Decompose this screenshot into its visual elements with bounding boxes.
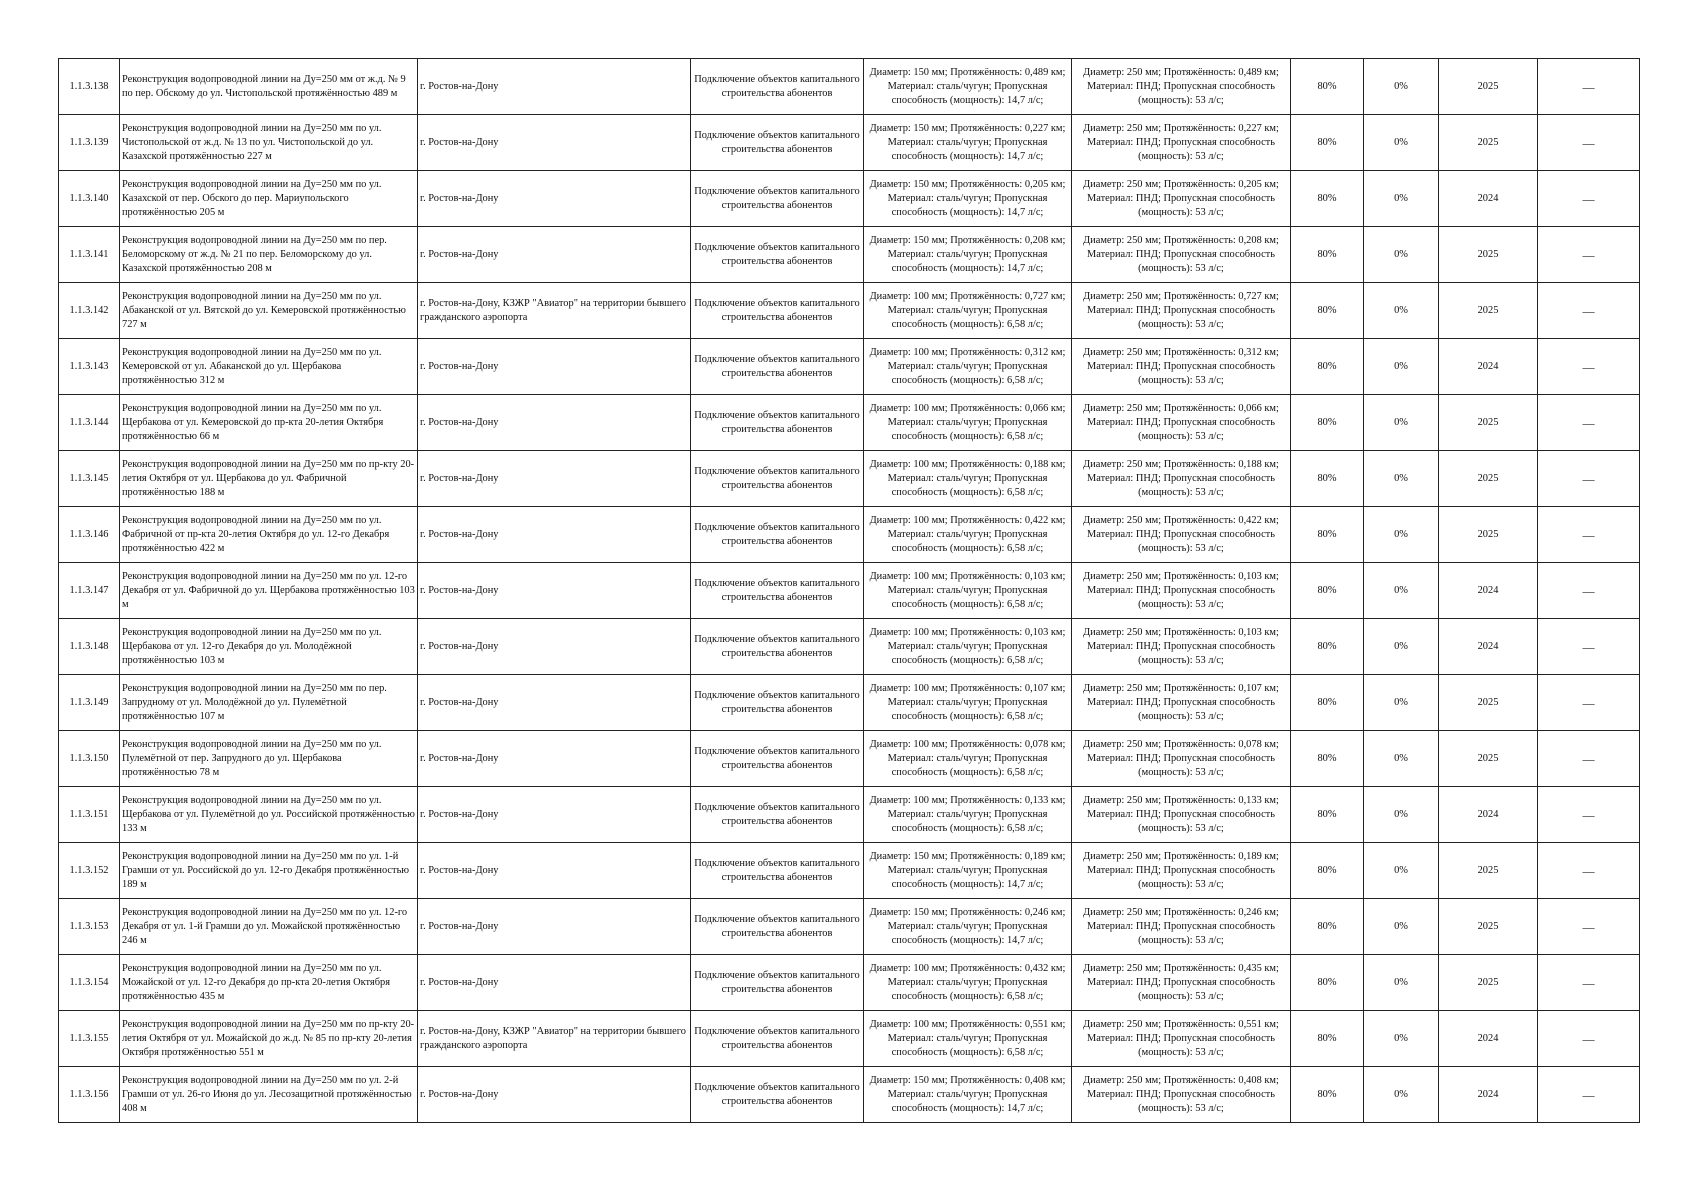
table-row bbox=[59, 619, 1640, 675]
completion-year: 2025 bbox=[1439, 731, 1538, 787]
percent-value-1: 80% bbox=[1291, 283, 1364, 339]
completion-year: 2024 bbox=[1439, 171, 1538, 227]
percent-value-2: 0% bbox=[1364, 339, 1439, 395]
completion-year: 2025 bbox=[1439, 395, 1538, 451]
project-purpose: Подключение объектов капитального строительства абонентов bbox=[691, 115, 864, 171]
project-purpose: Подключение объектов капитального строительства абонентов bbox=[691, 899, 864, 955]
completion-year: 2025 bbox=[1439, 59, 1538, 115]
percent-value-1: 80% bbox=[1291, 59, 1364, 115]
percent-value-1: 80% bbox=[1291, 227, 1364, 283]
percent-value-1: 80% bbox=[1291, 395, 1364, 451]
row-number: 1.1.3.151 bbox=[59, 787, 120, 843]
percent-value-1: 80% bbox=[1291, 619, 1364, 675]
current-parameters: Диаметр: 100 мм; Протяжённость: 0,078 км; Материал: сталь/чугун; Пропускная способность (мощность): 6,58 л/с; bbox=[864, 731, 1072, 787]
empty-value-dash: — bbox=[1538, 339, 1640, 395]
project-location: г. Ростов-на-Дону bbox=[418, 115, 691, 171]
project-name: Реконструкция водопроводной линии на Ду=250 мм по ул. 1-й Грамши от ул. Российской до ул. 12-го Декабря протяжённостью 189 м bbox=[120, 843, 418, 899]
percent-value-2: 0% bbox=[1364, 787, 1439, 843]
planned-parameters: Диаметр: 250 мм; Протяжённость: 0,188 км; Материал: ПНД; Пропускная способность (мощность): 53 л/с; bbox=[1072, 451, 1291, 507]
completion-year: 2024 bbox=[1439, 563, 1538, 619]
percent-value-1: 80% bbox=[1291, 115, 1364, 171]
project-name: Реконструкция водопроводной линии на Ду=250 мм по ул. 2-й Грамши от ул. 26-го Июня до ул. Лесозащитной протяжённостью 408 м bbox=[120, 1067, 418, 1123]
project-purpose: Подключение объектов капитального строительства абонентов bbox=[691, 395, 864, 451]
completion-year: 2025 bbox=[1439, 955, 1538, 1011]
project-name: Реконструкция водопроводной линии на Ду=250 мм по ул. 12-го Декабря от ул. Фабричной до ул. Щербакова протяжённостью 103 м bbox=[120, 563, 418, 619]
percent-value-1: 80% bbox=[1291, 843, 1364, 899]
completion-year: 2025 bbox=[1439, 115, 1538, 171]
percent-value-1: 80% bbox=[1291, 1011, 1364, 1067]
project-purpose: Подключение объектов капитального строительства абонентов bbox=[691, 675, 864, 731]
project-location: г. Ростов-на-Дону bbox=[418, 955, 691, 1011]
percent-value-2: 0% bbox=[1364, 955, 1439, 1011]
planned-parameters: Диаметр: 250 мм; Протяжённость: 0,422 км; Материал: ПНД; Пропускная способность (мощность): 53 л/с; bbox=[1072, 507, 1291, 563]
planned-parameters: Диаметр: 250 мм; Протяжённость: 0,208 км; Материал: ПНД; Пропускная способность (мощность): 53 л/с; bbox=[1072, 227, 1291, 283]
table-row bbox=[59, 843, 1640, 899]
empty-value-dash: — bbox=[1538, 115, 1640, 171]
percent-value-1: 80% bbox=[1291, 451, 1364, 507]
table-row bbox=[59, 59, 1640, 115]
table-body bbox=[59, 59, 1640, 1123]
project-name: Реконструкция водопроводной линии на Ду=250 мм по ул. Фабричной от пр-кта 20-летия Октября до ул. 12-го Декабря протяжённостью 422 м bbox=[120, 507, 418, 563]
percent-value-1: 80% bbox=[1291, 731, 1364, 787]
current-parameters: Диаметр: 100 мм; Протяжённость: 0,103 км; Материал: сталь/чугун; Пропускная способность (мощность): 6,58 л/с; bbox=[864, 619, 1072, 675]
empty-value-dash: — bbox=[1538, 955, 1640, 1011]
planned-parameters: Диаметр: 250 мм; Протяжённость: 0,551 км; Материал: ПНД; Пропускная способность (мощность): 53 л/с; bbox=[1072, 1011, 1291, 1067]
project-name: Реконструкция водопроводной линии на Ду=250 мм по пр-кту 20-летия Октября от ул. Щербакова до ул. Фабричной протяжённостью 188 м bbox=[120, 451, 418, 507]
project-purpose: Подключение объектов капитального строительства абонентов bbox=[691, 339, 864, 395]
table-row bbox=[59, 1067, 1640, 1123]
empty-value-dash: — bbox=[1538, 675, 1640, 731]
percent-value-2: 0% bbox=[1364, 731, 1439, 787]
row-number: 1.1.3.141 bbox=[59, 227, 120, 283]
planned-parameters: Диаметр: 250 мм; Протяжённость: 0,103 км; Материал: ПНД; Пропускная способность (мощность): 53 л/с; bbox=[1072, 619, 1291, 675]
table-row bbox=[59, 171, 1640, 227]
current-parameters: Диаметр: 150 мм; Протяжённость: 0,208 км; Материал: сталь/чугун; Пропускная способность (мощность): 14,7 л/с; bbox=[864, 227, 1072, 283]
completion-year: 2025 bbox=[1439, 451, 1538, 507]
current-parameters: Диаметр: 150 мм; Протяжённость: 0,408 км; Материал: сталь/чугун; Пропускная способность (мощность): 14,7 л/с; bbox=[864, 1067, 1072, 1123]
current-parameters: Диаметр: 100 мм; Протяжённость: 0,107 км; Материал: сталь/чугун; Пропускная способность (мощность): 6,58 л/с; bbox=[864, 675, 1072, 731]
project-purpose: Подключение объектов капитального строительства абонентов bbox=[691, 451, 864, 507]
current-parameters: Диаметр: 100 мм; Протяжённость: 0,432 км; Материал: сталь/чугун; Пропускная способность (мощность): 6,58 л/с; bbox=[864, 955, 1072, 1011]
row-number: 1.1.3.148 bbox=[59, 619, 120, 675]
planned-parameters: Диаметр: 250 мм; Протяжённость: 0,078 км; Материал: ПНД; Пропускная способность (мощность): 53 л/с; bbox=[1072, 731, 1291, 787]
current-parameters: Диаметр: 150 мм; Протяжённость: 0,489 км; Материал: сталь/чугун; Пропускная способность (мощность): 14,7 л/с; bbox=[864, 59, 1072, 115]
planned-parameters: Диаметр: 250 мм; Протяжённость: 0,189 км; Материал: ПНД; Пропускная способность (мощность): 53 л/с; bbox=[1072, 843, 1291, 899]
project-name: Реконструкция водопроводной линии на Ду=250 мм по ул. Чистопольской от ж.д. № 13 по ул. Чистопольской до ул. Казахской протяжённостью 227 м bbox=[120, 115, 418, 171]
table-row bbox=[59, 787, 1640, 843]
project-purpose: Подключение объектов капитального строительства абонентов bbox=[691, 731, 864, 787]
project-location: г. Ростов-на-Дону bbox=[418, 675, 691, 731]
row-number: 1.1.3.139 bbox=[59, 115, 120, 171]
project-purpose: Подключение объектов капитального строительства абонентов bbox=[691, 59, 864, 115]
empty-value-dash: — bbox=[1538, 283, 1640, 339]
empty-value-dash: — bbox=[1538, 59, 1640, 115]
table-row bbox=[59, 395, 1640, 451]
percent-value-2: 0% bbox=[1364, 619, 1439, 675]
project-location: г. Ростов-на-Дону bbox=[418, 619, 691, 675]
current-parameters: Диаметр: 150 мм; Протяжённость: 0,189 км; Материал: сталь/чугун; Пропускная способность (мощность): 14,7 л/с; bbox=[864, 843, 1072, 899]
planned-parameters: Диаметр: 250 мм; Протяжённость: 0,408 км; Материал: ПНД; Пропускная способность (мощность): 53 л/с; bbox=[1072, 1067, 1291, 1123]
table-row bbox=[59, 115, 1640, 171]
planned-parameters: Диаметр: 250 мм; Протяжённость: 0,435 км; Материал: ПНД; Пропускная способность (мощность): 53 л/с; bbox=[1072, 955, 1291, 1011]
empty-value-dash: — bbox=[1538, 1067, 1640, 1123]
table-row bbox=[59, 451, 1640, 507]
row-number: 1.1.3.156 bbox=[59, 1067, 120, 1123]
project-name: Реконструкция водопроводной линии на Ду=250 мм по пр-кту 20-летия Октября от ул. Можайской до ж.д. № 85 по пр-кту 20-летия Октября протяжённостью 551 м bbox=[120, 1011, 418, 1067]
row-number: 1.1.3.149 bbox=[59, 675, 120, 731]
project-location: г. Ростов-на-Дону bbox=[418, 59, 691, 115]
percent-value-2: 0% bbox=[1364, 507, 1439, 563]
percent-value-2: 0% bbox=[1364, 1011, 1439, 1067]
completion-year: 2025 bbox=[1439, 283, 1538, 339]
project-purpose: Подключение объектов капитального строительства абонентов bbox=[691, 1067, 864, 1123]
current-parameters: Диаметр: 100 мм; Протяжённость: 0,422 км; Материал: сталь/чугун; Пропускная способность (мощность): 6,58 л/с; bbox=[864, 507, 1072, 563]
planned-parameters: Диаметр: 250 мм; Протяжённость: 0,066 км; Материал: ПНД; Пропускная способность (мощность): 53 л/с; bbox=[1072, 395, 1291, 451]
percent-value-2: 0% bbox=[1364, 59, 1439, 115]
project-purpose: Подключение объектов капитального строительства абонентов bbox=[691, 171, 864, 227]
project-location: г. Ростов-на-Дону bbox=[418, 787, 691, 843]
project-location: г. Ростов-на-Дону bbox=[418, 507, 691, 563]
project-purpose: Подключение объектов капитального строительства абонентов bbox=[691, 955, 864, 1011]
project-purpose: Подключение объектов капитального строительства абонентов bbox=[691, 227, 864, 283]
completion-year: 2025 bbox=[1439, 675, 1538, 731]
empty-value-dash: — bbox=[1538, 507, 1640, 563]
project-location: г. Ростов-на-Дону bbox=[418, 563, 691, 619]
project-name: Реконструкция водопроводной линии на Ду=250 мм по ул. Кемеровской от ул. Абаканской до ул. Щербакова протяжённостью 312 м bbox=[120, 339, 418, 395]
row-number: 1.1.3.154 bbox=[59, 955, 120, 1011]
project-purpose: Подключение объектов капитального строительства абонентов bbox=[691, 787, 864, 843]
empty-value-dash: — bbox=[1538, 563, 1640, 619]
empty-value-dash: — bbox=[1538, 1011, 1640, 1067]
row-number: 1.1.3.150 bbox=[59, 731, 120, 787]
project-purpose: Подключение объектов капитального строительства абонентов bbox=[691, 563, 864, 619]
percent-value-1: 80% bbox=[1291, 955, 1364, 1011]
percent-value-2: 0% bbox=[1364, 227, 1439, 283]
percent-value-1: 80% bbox=[1291, 675, 1364, 731]
current-parameters: Диаметр: 100 мм; Протяжённость: 0,188 км; Материал: сталь/чугун; Пропускная способность (мощность): 6,58 л/с; bbox=[864, 451, 1072, 507]
percent-value-2: 0% bbox=[1364, 563, 1439, 619]
project-location: г. Ростов-на-Дону bbox=[418, 171, 691, 227]
project-name: Реконструкция водопроводной линии на Ду=250 мм по ул. Щербакова от ул. 12-го Декабря до ул. Молодёжной протяжённостью 103 м bbox=[120, 619, 418, 675]
project-name: Реконструкция водопроводной линии на Ду=250 мм от ж.д. № 9 по пер. Обскому до ул. Чистопольской протяжённостью 489 м bbox=[120, 59, 418, 115]
project-purpose: Подключение объектов капитального строительства абонентов bbox=[691, 283, 864, 339]
planned-parameters: Диаметр: 250 мм; Протяжённость: 0,727 км; Материал: ПНД; Пропускная способность (мощность): 53 л/с; bbox=[1072, 283, 1291, 339]
percent-value-2: 0% bbox=[1364, 675, 1439, 731]
project-location: г. Ростов-на-Дону bbox=[418, 1067, 691, 1123]
empty-value-dash: — bbox=[1538, 395, 1640, 451]
percent-value-2: 0% bbox=[1364, 843, 1439, 899]
empty-value-dash: — bbox=[1538, 619, 1640, 675]
completion-year: 2025 bbox=[1439, 899, 1538, 955]
table-row bbox=[59, 507, 1640, 563]
planned-parameters: Диаметр: 250 мм; Протяжённость: 0,312 км; Материал: ПНД; Пропускная способность (мощность): 53 л/с; bbox=[1072, 339, 1291, 395]
completion-year: 2024 bbox=[1439, 619, 1538, 675]
document-page bbox=[58, 58, 1640, 1123]
row-number: 1.1.3.142 bbox=[59, 283, 120, 339]
project-name: Реконструкция водопроводной линии на Ду=250 мм по ул. Можайской от ул. 12-го Декабря до пр-кта 20-летия Октября протяжённостью 435 м bbox=[120, 955, 418, 1011]
row-number: 1.1.3.153 bbox=[59, 899, 120, 955]
current-parameters: Диаметр: 100 мм; Протяжённость: 0,727 км; Материал: сталь/чугун; Пропускная способность (мощность): 6,58 л/с; bbox=[864, 283, 1072, 339]
planned-parameters: Диаметр: 250 мм; Протяжённость: 0,227 км; Материал: ПНД; Пропускная способность (мощность): 53 л/с; bbox=[1072, 115, 1291, 171]
current-parameters: Диаметр: 150 мм; Протяжённость: 0,227 км; Материал: сталь/чугун; Пропускная способность (мощность): 14,7 л/с; bbox=[864, 115, 1072, 171]
planned-parameters: Диаметр: 250 мм; Протяжённость: 0,489 км; Материал: ПНД; Пропускная способность (мощность): 53 л/с; bbox=[1072, 59, 1291, 115]
empty-value-dash: — bbox=[1538, 731, 1640, 787]
current-parameters: Диаметр: 150 мм; Протяжённость: 0,205 км; Материал: сталь/чугун; Пропускная способность (мощность): 14,7 л/с; bbox=[864, 171, 1072, 227]
project-purpose: Подключение объектов капитального строительства абонентов bbox=[691, 619, 864, 675]
row-number: 1.1.3.146 bbox=[59, 507, 120, 563]
project-name: Реконструкция водопроводной линии на Ду=250 мм по ул. Пулемётной от пер. Запрудного до ул. Щербакова протяжённостью 78 м bbox=[120, 731, 418, 787]
project-name: Реконструкция водопроводной линии на Ду=250 мм по ул. Щербакова от ул. Кемеровской до пр-кта 20-летия Октября протяжённостью 66 м bbox=[120, 395, 418, 451]
project-location: г. Ростов-на-Дону bbox=[418, 843, 691, 899]
project-name: Реконструкция водопроводной линии на Ду=250 мм по ул. 12-го Декабря от ул. 1-й Грамши до ул. Можайской протяжённостью 246 м bbox=[120, 899, 418, 955]
current-parameters: Диаметр: 150 мм; Протяжённость: 0,246 км; Материал: сталь/чугун; Пропускная способность (мощность): 14,7 л/с; bbox=[864, 899, 1072, 955]
row-number: 1.1.3.138 bbox=[59, 59, 120, 115]
project-location: г. Ростов-на-Дону bbox=[418, 395, 691, 451]
row-number: 1.1.3.144 bbox=[59, 395, 120, 451]
planned-parameters: Диаметр: 250 мм; Протяжённость: 0,133 км; Материал: ПНД; Пропускная способность (мощность): 53 л/с; bbox=[1072, 787, 1291, 843]
table-row bbox=[59, 675, 1640, 731]
project-location: г. Ростов-на-Дону, КЗЖР "Авиатор" на территории бывшего гражданского аэропорта bbox=[418, 1011, 691, 1067]
project-purpose: Подключение объектов капитального строительства абонентов bbox=[691, 1011, 864, 1067]
project-purpose: Подключение объектов капитального строительства абонентов bbox=[691, 843, 864, 899]
percent-value-2: 0% bbox=[1364, 115, 1439, 171]
table-row bbox=[59, 1011, 1640, 1067]
percent-value-2: 0% bbox=[1364, 899, 1439, 955]
project-location: г. Ростов-на-Дону bbox=[418, 899, 691, 955]
row-number: 1.1.3.152 bbox=[59, 843, 120, 899]
percent-value-1: 80% bbox=[1291, 899, 1364, 955]
empty-value-dash: — bbox=[1538, 787, 1640, 843]
percent-value-2: 0% bbox=[1364, 395, 1439, 451]
planned-parameters: Диаметр: 250 мм; Протяжённость: 0,107 км; Материал: ПНД; Пропускная способность (мощность): 53 л/с; bbox=[1072, 675, 1291, 731]
row-number: 1.1.3.155 bbox=[59, 1011, 120, 1067]
row-number: 1.1.3.140 bbox=[59, 171, 120, 227]
percent-value-2: 0% bbox=[1364, 283, 1439, 339]
percent-value-1: 80% bbox=[1291, 787, 1364, 843]
completion-year: 2024 bbox=[1439, 339, 1538, 395]
percent-value-1: 80% bbox=[1291, 339, 1364, 395]
empty-value-dash: — bbox=[1538, 843, 1640, 899]
current-parameters: Диаметр: 100 мм; Протяжённость: 0,066 км; Материал: сталь/чугун; Пропускная способность (мощность): 6,58 л/с; bbox=[864, 395, 1072, 451]
planned-parameters: Диаметр: 250 мм; Протяжённость: 0,205 км; Материал: ПНД; Пропускная способность (мощность): 53 л/с; bbox=[1072, 171, 1291, 227]
current-parameters: Диаметр: 100 мм; Протяжённость: 0,133 км; Материал: сталь/чугун; Пропускная способность (мощность): 6,58 л/с; bbox=[864, 787, 1072, 843]
project-name: Реконструкция водопроводной линии на Ду=250 мм по ул. Щербакова от ул. Пулемётной до ул. Российской протяжённостью 133 м bbox=[120, 787, 418, 843]
table-row bbox=[59, 563, 1640, 619]
empty-value-dash: — bbox=[1538, 451, 1640, 507]
table-row bbox=[59, 899, 1640, 955]
project-name: Реконструкция водопроводной линии на Ду=250 мм по ул. Абаканской от ул. Вятской до ул. Кемеровской протяжённостью 727 м bbox=[120, 283, 418, 339]
project-location: г. Ростов-на-Дону, КЗЖР "Авиатор" на территории бывшего гражданского аэропорта bbox=[418, 283, 691, 339]
table-row bbox=[59, 731, 1640, 787]
project-purpose: Подключение объектов капитального строительства абонентов bbox=[691, 507, 864, 563]
empty-value-dash: — bbox=[1538, 227, 1640, 283]
row-number: 1.1.3.145 bbox=[59, 451, 120, 507]
investment-program-table bbox=[58, 58, 1640, 1123]
completion-year: 2024 bbox=[1439, 1067, 1538, 1123]
project-location: г. Ростов-на-Дону bbox=[418, 227, 691, 283]
completion-year: 2025 bbox=[1439, 843, 1538, 899]
project-location: г. Ростов-на-Дону bbox=[418, 731, 691, 787]
completion-year: 2024 bbox=[1439, 787, 1538, 843]
table-row bbox=[59, 227, 1640, 283]
project-location: г. Ростов-на-Дону bbox=[418, 339, 691, 395]
completion-year: 2024 bbox=[1439, 1011, 1538, 1067]
percent-value-2: 0% bbox=[1364, 451, 1439, 507]
project-name: Реконструкция водопроводной линии на Ду=250 мм по ул. Казахской от пер. Обского до пер. Мариупольского протяжённостью 205 м bbox=[120, 171, 418, 227]
project-name: Реконструкция водопроводной линии на Ду=250 мм по пер. Беломорскому от ж.д. № 21 по пер. Беломорскому до ул. Казахской протяжённостью 208 м bbox=[120, 227, 418, 283]
percent-value-1: 80% bbox=[1291, 563, 1364, 619]
current-parameters: Диаметр: 100 мм; Протяжённость: 0,312 км; Материал: сталь/чугун; Пропускная способность (мощность): 6,58 л/с; bbox=[864, 339, 1072, 395]
empty-value-dash: — bbox=[1538, 171, 1640, 227]
percent-value-1: 80% bbox=[1291, 1067, 1364, 1123]
table-row bbox=[59, 955, 1640, 1011]
planned-parameters: Диаметр: 250 мм; Протяжённость: 0,103 км; Материал: ПНД; Пропускная способность (мощность): 53 л/с; bbox=[1072, 563, 1291, 619]
current-parameters: Диаметр: 100 мм; Протяжённость: 0,551 км; Материал: сталь/чугун; Пропускная способность (мощность): 6,58 л/с; bbox=[864, 1011, 1072, 1067]
current-parameters: Диаметр: 100 мм; Протяжённость: 0,103 км; Материал: сталь/чугун; Пропускная способность (мощность): 6,58 л/с; bbox=[864, 563, 1072, 619]
percent-value-2: 0% bbox=[1364, 171, 1439, 227]
completion-year: 2025 bbox=[1439, 227, 1538, 283]
row-number: 1.1.3.143 bbox=[59, 339, 120, 395]
project-location: г. Ростов-на-Дону bbox=[418, 451, 691, 507]
completion-year: 2025 bbox=[1439, 507, 1538, 563]
percent-value-1: 80% bbox=[1291, 507, 1364, 563]
planned-parameters: Диаметр: 250 мм; Протяжённость: 0,246 км; Материал: ПНД; Пропускная способность (мощность): 53 л/с; bbox=[1072, 899, 1291, 955]
table-row bbox=[59, 339, 1640, 395]
project-name: Реконструкция водопроводной линии на Ду=250 мм по пер. Запрудному от ул. Молодёжной до ул. Пулемётной протяжённостью 107 м bbox=[120, 675, 418, 731]
empty-value-dash: — bbox=[1538, 899, 1640, 955]
percent-value-2: 0% bbox=[1364, 1067, 1439, 1123]
row-number: 1.1.3.147 bbox=[59, 563, 120, 619]
percent-value-1: 80% bbox=[1291, 171, 1364, 227]
table-row bbox=[59, 283, 1640, 339]
